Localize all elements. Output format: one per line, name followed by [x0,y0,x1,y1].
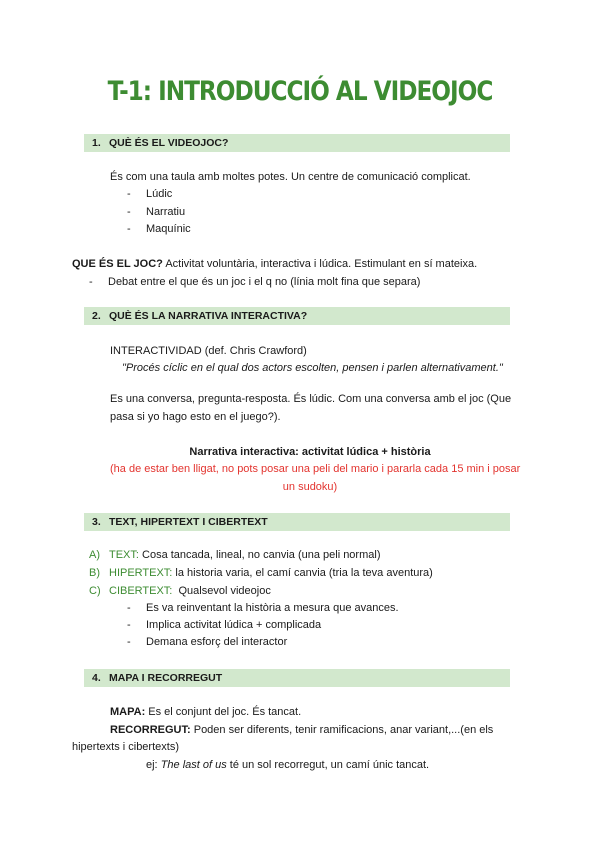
cibertext-item: - Es va reinventant la història a mesura que avances. [127,602,399,614]
s1-intro: És com una taula amb moltes potes. Un centre de comunicació complicat. [110,171,471,183]
narrativa-note-line-1: (ha de estar ben lligat, no pots posar una peli del mario i pararla cada 15 min i posar [110,463,521,475]
section-1-title: QUÈ ÉS EL VIDEOJOC? [109,137,229,149]
section-2-number: 2. [92,310,101,322]
recorregut-continuation: hipertexts i cibertexts) [72,741,179,753]
mapa-definition: MAPA: Es el conjunt del joc. És tancat. [110,706,302,718]
s1-list-item: - Narratiu [127,206,186,218]
joc-debate: - Debat entre el que és un joc i el q no (línia molt fina que separa) [89,276,421,288]
recorregut-definition: RECORREGUT: Poden ser diferents, tenir ramificacions, anar variant,...(en els [110,724,494,736]
example-game-title: The last of us [160,759,227,771]
cibertext-item: - Demana esforç del interactor [127,636,288,648]
interactivitat-definition: INTERACTIVIDAD (def. Chris Crawford) [110,345,307,357]
cibertext-item: - Implica activitat lúdica + complicada [127,619,322,631]
joc-definition: QUE ÉS EL JOC? Activitat voluntària, interactiva i lúdica. Estimulant en sí mateixa. [72,258,478,270]
section-4-number: 4. [92,672,101,684]
hipertext-definition: B) HIPERTEXT: la historia varia, el camí canvia (tria la teva aventura) [89,567,433,579]
section-1-heading [84,134,510,152]
section-4-title: MAPA I RECORREGUT [109,672,223,684]
section-1-number: 1. [92,137,101,149]
section-2-heading [84,307,510,325]
crawford-quote: "Procés cíclic en el qual dos actors escolten, pensen i parlen alternativament." [122,362,503,374]
section-3-title: TEXT, HIPERTEXT I CIBERTEXT [109,516,268,528]
s1-list-item: - Lúdic [127,188,173,200]
section-3-number: 3. [92,516,101,528]
narrativa-formula: Narrativa interactiva: activitat lúdica + història [189,446,431,458]
conversa-line-1: Es una conversa, pregunta-resposta. És lúdic. Com una conversa amb el joc (Que [110,393,512,405]
section-2-title: QUÈ ÉS LA NARRATIVA INTERACTIVA? [109,310,308,322]
s1-list-item: - Maquínic [127,223,191,235]
text-definition: A) TEXT: Cosa tancada, lineal, no canvia (una peli normal) [89,549,381,561]
joc-label: QUE ÉS EL JOC? [72,258,163,270]
recorregut-example: ej: The last of us té un sol recorregut, un camí únic tancat. [146,759,430,771]
page-title: T-1: INTRODUCCIÓ AL VIDEOJOC [107,76,493,107]
section-3-heading [84,513,510,531]
cibertext-definition: C) CIBERTEXT: Qualsevol videojoc [89,585,271,597]
conversa-line-2: pasa si yo hago esto en el juego?). [110,411,281,423]
narrativa-note-line-2: un sudoku) [282,481,338,493]
section-4-heading [84,669,510,687]
